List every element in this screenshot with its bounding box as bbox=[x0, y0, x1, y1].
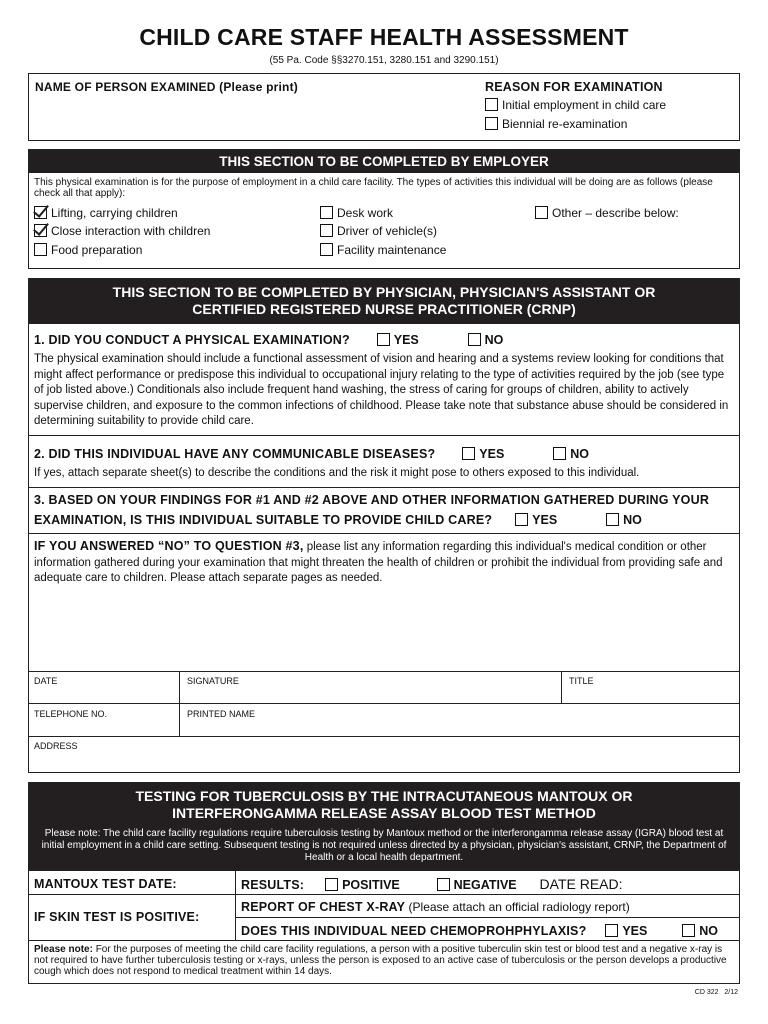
q3-no-checkbox[interactable] bbox=[606, 513, 619, 526]
activity-close-interaction[interactable] bbox=[34, 224, 210, 238]
divider bbox=[235, 917, 739, 918]
divider bbox=[561, 671, 562, 703]
food-prep-checkbox[interactable] bbox=[34, 243, 47, 256]
positive-checkbox[interactable] bbox=[325, 878, 338, 891]
question-1: 1. DID YOU CONDUCT A PHYSICAL EXAMINATION? bbox=[34, 333, 350, 347]
close-interaction-checkbox[interactable] bbox=[34, 224, 47, 237]
q1-yes-checkbox[interactable] bbox=[377, 333, 390, 346]
close-interaction-label: Close interaction with children bbox=[51, 224, 211, 238]
q3-yes-checkbox[interactable] bbox=[515, 513, 528, 526]
activity-food-prep[interactable] bbox=[34, 243, 142, 257]
divider bbox=[29, 435, 739, 436]
page-subtitle: (55 Pa. Code §§3270.151, 3280.151 and 3290.151) bbox=[269, 55, 499, 66]
tb-section-header bbox=[29, 783, 739, 871]
activity-maintenance[interactable] bbox=[320, 243, 446, 257]
q3-yes-label: YES bbox=[532, 513, 558, 527]
tb-footer-text: For the purposes of meeting the child care facility regulations, a person with a positive tuberculin skin test or blood test and a negative x-ray is not required to have further tuberculosis testing or x-rays, unless the person is exposed to an active case of tuberculosis or the person develops a productive cough which does not respond to medical treatment within 14 days. bbox=[34, 944, 727, 977]
form-code: CD 322 2/12 bbox=[694, 989, 738, 996]
divider bbox=[235, 871, 236, 940]
maintenance-checkbox[interactable] bbox=[320, 243, 333, 256]
maintenance-label: Facility maintenance bbox=[337, 243, 447, 257]
other-label: Other – describe below: bbox=[552, 206, 679, 220]
results-label: RESULTS: bbox=[241, 878, 305, 892]
telephone-label: TELEPHONE NO. bbox=[34, 709, 108, 719]
q1-yes-label: YES bbox=[393, 333, 419, 347]
chemo-yes-checkbox[interactable] bbox=[605, 924, 618, 937]
activity-driver[interactable] bbox=[320, 224, 437, 238]
name-label: NAME OF PERSON EXAMINED (Please print) bbox=[35, 80, 298, 94]
tb-note: Please note: The child care facility regulations require tuberculosis testing by Mantoux method or the interferongamma release assay (IGRA) blood test at initial employment in a child care setting. Subsequent testing is not required unless directed by a physician, physician's assistant, CRNP, the Department of Health or a local health department. bbox=[41, 828, 727, 863]
question-no-followup-text: please list any information regarding this individual's medical condition or other information gathered during your examination that might threaten the health of children or prohibit the individual from providing safe and adequate care to children. Please attach separate pages as needed. bbox=[34, 541, 723, 584]
divider bbox=[29, 894, 739, 895]
chemo-no-label: NO bbox=[699, 924, 718, 938]
q1-no-checkbox[interactable] bbox=[468, 333, 481, 346]
q3-no-label: NO bbox=[623, 513, 642, 527]
date-read-label: DATE READ: bbox=[539, 876, 623, 892]
q2-no-checkbox[interactable] bbox=[553, 447, 566, 460]
reason-biennial-checkbox[interactable] bbox=[485, 117, 498, 130]
activity-desk-work[interactable] bbox=[320, 206, 393, 220]
negative-checkbox[interactable] bbox=[437, 878, 450, 891]
xray-row bbox=[241, 898, 630, 916]
driver-label: Driver of vehicle(s) bbox=[337, 224, 438, 238]
negative-label: NEGATIVE bbox=[453, 878, 517, 892]
reason-initial-checkbox[interactable] bbox=[485, 98, 498, 111]
driver-checkbox[interactable] bbox=[320, 224, 333, 237]
activity-other[interactable] bbox=[535, 206, 679, 220]
question-2-row bbox=[34, 445, 589, 463]
divider bbox=[29, 940, 739, 941]
other-checkbox[interactable] bbox=[535, 206, 548, 219]
divider bbox=[29, 487, 739, 488]
question-1-row bbox=[34, 331, 503, 349]
employer-section-header: THIS SECTION TO BE COMPLETED BY EMPLOYER bbox=[29, 150, 739, 173]
food-prep-label: Food preparation bbox=[51, 243, 143, 257]
question-no-followup bbox=[34, 539, 736, 587]
chemo-no-checkbox[interactable] bbox=[682, 924, 695, 937]
chemo-question: DOES THIS INDIVIDUAL NEED CHEMOPROHPHYLAXIS? bbox=[241, 924, 587, 938]
employer-intro: This physical examination is for the purpose of employment in a child care facility. The types of activities this individual will be doing are as follows (please check all that apply): bbox=[34, 177, 713, 199]
printed-name-label: PRINTED NAME bbox=[187, 709, 256, 719]
reason-label: REASON FOR EXAMINATION bbox=[485, 80, 663, 94]
tb-footer-bold: Please note: bbox=[34, 944, 93, 955]
employer-section bbox=[28, 149, 740, 269]
lifting-checkbox[interactable] bbox=[34, 206, 47, 219]
desk-work-label: Desk work bbox=[337, 206, 394, 220]
name-reason-box bbox=[28, 73, 740, 141]
q1-no-label: NO bbox=[484, 333, 504, 347]
if-positive-label: IF SKIN TEST IS POSITIVE: bbox=[34, 910, 200, 924]
activity-lifting[interactable] bbox=[34, 206, 178, 220]
positive-label: POSITIVE bbox=[342, 878, 400, 892]
date-label: DATE bbox=[34, 676, 58, 686]
signature-label: SIGNATURE bbox=[187, 676, 239, 686]
question-no-followup-bold: IF YOU ANSWERED “NO” TO QUESTION #3, bbox=[34, 539, 304, 553]
q2-yes-checkbox[interactable] bbox=[462, 447, 475, 460]
divider bbox=[29, 671, 739, 672]
reason-initial-label: Initial employment in child care bbox=[502, 98, 667, 112]
address-label: ADDRESS bbox=[34, 741, 78, 751]
lifting-label: Lifting, carrying children bbox=[51, 206, 178, 220]
question-1-text: The physical examination should include a functional assessment of vision and hearing and a systems review looking for conditions that might affect performance or predispose this individual to occupational injury relating to the type of activities required by the job (see type of job listed above.) Conditionals also include frequent hand washing, the stress of caring for groups of children, ability to actively supervise children, and exposure to the common infections of childhood. Please take note that substance abuse should be considered in determining suitability to provide child care. bbox=[34, 353, 729, 427]
physician-header-line2: CERTIFIED REGISTERED NURSE PRACTITIONER (CRNP) bbox=[192, 301, 576, 317]
tb-section bbox=[28, 782, 740, 984]
followup-answer-area[interactable] bbox=[29, 587, 739, 671]
question-3-line1: 3. BASED ON YOUR FINDINGS FOR #1 AND #2 ABOVE AND OTHER INFORMATION GATHERED DURING YOUR bbox=[34, 493, 710, 507]
tb-header-line1: TESTING FOR TUBERCULOSIS BY THE INTRACUTANEOUS MANTOUX OR bbox=[135, 788, 633, 804]
divider bbox=[29, 533, 739, 534]
title-label: TITLE bbox=[569, 676, 594, 686]
reason-biennial-label: Biennial re-examination bbox=[502, 117, 628, 131]
question-2: 2. DID THIS INDIVIDUAL HAVE ANY COMMUNICABLE DISEASES? bbox=[34, 447, 436, 461]
physician-section-header bbox=[29, 279, 739, 324]
chemo-yes-label: YES bbox=[622, 924, 648, 938]
reason-initial-option[interactable] bbox=[485, 98, 666, 112]
xray-note: (Please attach an official radiology report) bbox=[405, 900, 630, 914]
page-title: CHILD CARE STAFF HEALTH ASSESSMENT bbox=[139, 24, 629, 50]
desk-work-checkbox[interactable] bbox=[320, 206, 333, 219]
question-2-text: If yes, attach separate sheet(s) to describe the conditions and the risk it might pose to others exposed to this individual. bbox=[34, 467, 640, 479]
question-3-line2: EXAMINATION, IS THIS INDIVIDUAL SUITABLE TO PROVIDE CHILD CARE? bbox=[34, 513, 493, 527]
mantoux-date-label: MANTOUX TEST DATE: bbox=[34, 877, 177, 891]
results-row bbox=[241, 876, 623, 894]
q2-yes-label: YES bbox=[479, 447, 505, 461]
reason-biennial-option[interactable] bbox=[485, 117, 627, 131]
tb-header-line2: INTERFERONGAMMA RELEASE ASSAY BLOOD TEST METHOD bbox=[172, 805, 596, 821]
divider bbox=[29, 736, 739, 737]
q2-no-label: NO bbox=[570, 447, 589, 461]
divider bbox=[29, 703, 739, 704]
xray-label: REPORT OF CHEST X-RAY bbox=[241, 900, 406, 914]
question-3-row bbox=[34, 511, 642, 529]
physician-header-line1: THIS SECTION TO BE COMPLETED BY PHYSICIAN, PHYSICIAN'S ASSISTANT OR bbox=[112, 284, 656, 300]
tb-footer-note bbox=[34, 944, 736, 977]
chemo-row bbox=[241, 922, 718, 940]
physician-section bbox=[28, 278, 740, 773]
